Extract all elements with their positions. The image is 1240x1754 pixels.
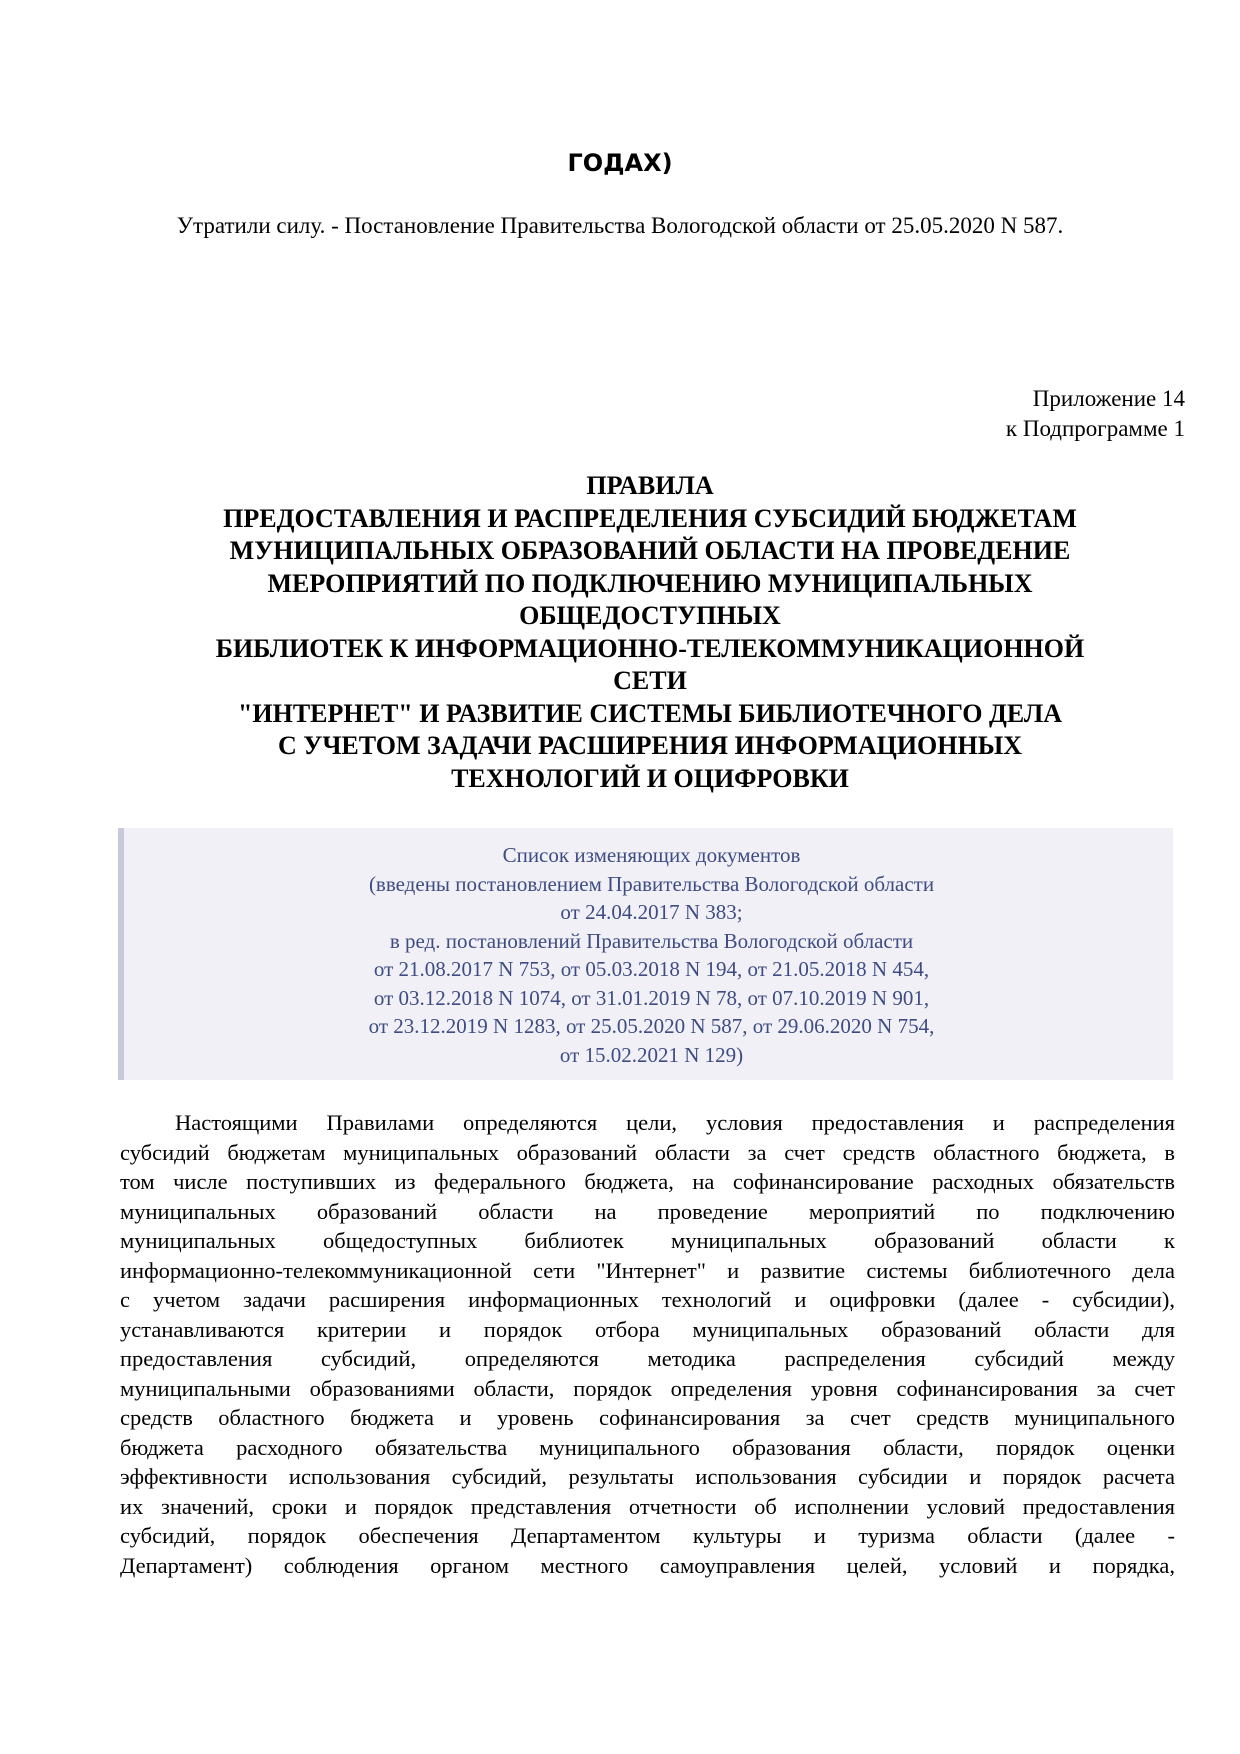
amending-documents-list bbox=[124, 841, 1179, 1069]
amending-documents-line: (введены постановлением Правительства Вологодской области bbox=[368, 871, 935, 896]
paragraph-line: бюджета расходного обязательства муниципального образования области, порядок оценки bbox=[120, 1434, 1175, 1460]
rules-title-line: МУНИЦИПАЛЬНЫХ ОБРАЗОВАНИЙ ОБЛАСТИ НА ПРОВЕДЕНИЕ bbox=[229, 536, 1071, 565]
amending-documents-line: от 03.12.2018 N 1074, от 31.01.2019 N 78, от 07.10.2019 N 901, bbox=[373, 985, 930, 1010]
amending-documents-line: в ред. постановлений Правительства Вологодской области bbox=[389, 928, 914, 953]
paragraph-line: предоставления субсидий, определяются методика распределения субсидий между bbox=[120, 1346, 1175, 1371]
paragraph-line: муниципальными образованиями области, порядок определения уровня софинансирования за счет bbox=[120, 1375, 1175, 1401]
amending-documents-box bbox=[118, 828, 1173, 1080]
paragraph-line: информационно-телекоммуникационной сети "Интернет" и развитие системы библиотечного дела bbox=[120, 1257, 1175, 1283]
paragraph-line: Настоящими Правилами определяются цели, условия предоставления и распределения bbox=[175, 1110, 1175, 1135]
rules-title-line: "ИНТЕРНЕТ" И РАЗВИТИЕ СИСТЕМЫ БИБЛИОТЕЧНОГО ДЕЛА bbox=[237, 698, 1063, 728]
paragraph-line: эффективности использования субсидий, результаты использования субсидии и порядок расчета bbox=[120, 1464, 1175, 1489]
paragraph-line: Департамент) соблюдения органом местного самоуправления целей, условий и порядка, bbox=[120, 1552, 1175, 1578]
paragraph-line: муниципальных общедоступных библиотек муниципальных образований области к bbox=[120, 1228, 1175, 1253]
paragraph-line: том числе поступивших из федерального бюджета, на софинансирование расходных обязательств bbox=[120, 1169, 1175, 1194]
lost-force-note: Утратили силу. - Постановление Правительства Вологодской области от 25.05.2020 N 587. bbox=[176, 213, 1064, 238]
rules-title bbox=[120, 470, 1180, 795]
rules-title-line: ПРЕДОСТАВЛЕНИЯ И РАСПРЕДЕЛЕНИЯ СУБСИДИЙ БЮДЖЕТАМ bbox=[223, 503, 1077, 533]
paragraph-line: устанавливаются критерии и порядок отбора муниципальных образований области для bbox=[120, 1316, 1175, 1342]
rules-title-line: ОБЩЕДОСТУПНЫХ bbox=[519, 601, 781, 630]
section-heading-fragment: ГОДАХ) bbox=[567, 149, 673, 177]
paragraph-line: их значений, сроки и порядок представления отчетности об исполнении условий предоставления bbox=[120, 1493, 1175, 1519]
amending-documents-line: от 24.04.2017 N 383; bbox=[560, 900, 743, 924]
rules-title-line: ТЕХНОЛОГИЙ И ОЦИФРОВКИ bbox=[451, 763, 849, 793]
rules-title-line: С УЧЕТОМ ЗАДАЧИ РАСШИРЕНИЯ ИНФОРМАЦИОННЫХ bbox=[277, 731, 1023, 760]
appendix-number: Приложение 14 bbox=[1032, 386, 1185, 411]
rules-title-line: БИБЛИОТЕК К ИНФОРМАЦИОННО-ТЕЛЕКОММУНИКАЦИОННОЙ bbox=[215, 633, 1085, 663]
paragraph-line: средств областного бюджета и уровень софинансирования за счет средств муниципального bbox=[120, 1405, 1175, 1430]
amending-documents-line: от 21.08.2017 N 753, от 05.03.2018 N 194, от 21.05.2018 N 454, bbox=[373, 957, 930, 981]
paragraph-line: субсидий, порядок обеспечения Департаментом культуры и туризма области (далее - bbox=[120, 1523, 1175, 1548]
amending-documents-line: Список изменяющих документов bbox=[502, 843, 801, 867]
appendix-reference bbox=[1006, 384, 1185, 444]
rules-body-paragraph bbox=[120, 1108, 1175, 1580]
amending-documents-line: от 23.12.2019 N 1283, от 25.05.2020 N 587, от 29.06.2020 N 754, bbox=[368, 1014, 935, 1038]
rules-title-line: СЕТИ bbox=[613, 666, 687, 695]
rules-title-line: ПРАВИЛА bbox=[586, 471, 714, 500]
amending-documents-line: от 15.02.2021 N 129) bbox=[559, 1042, 744, 1067]
paragraph-line: муниципальных образований области на проведение мероприятий по подключению bbox=[120, 1198, 1175, 1224]
paragraph-line: с учетом задачи расширения информационных технологий и оцифровки (далее - субсидии), bbox=[120, 1287, 1175, 1312]
paragraph-line: субсидий бюджетам муниципальных образований области за счет средств областного бюджета, в bbox=[120, 1139, 1175, 1165]
rules-title-line: МЕРОПРИЯТИЙ ПО ПОДКЛЮЧЕНИЮ МУНИЦИПАЛЬНЫХ bbox=[267, 568, 1033, 598]
appendix-subprogram: к Подпрограмме 1 bbox=[1005, 416, 1185, 441]
